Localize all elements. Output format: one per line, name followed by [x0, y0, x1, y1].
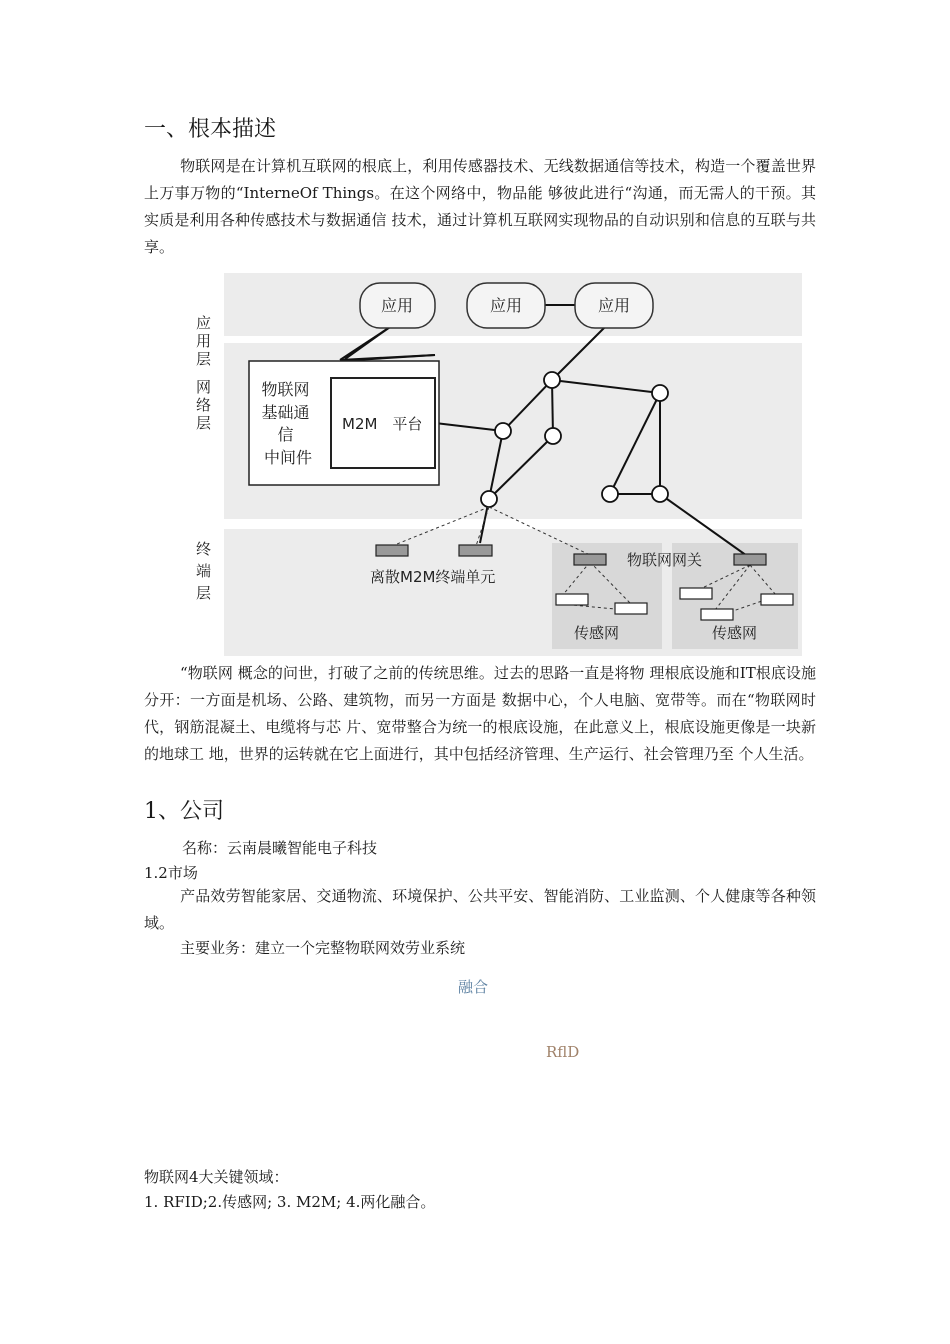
node — [481, 491, 497, 507]
sensor-node — [615, 603, 647, 614]
terminal-layer-label: 终端层 — [196, 540, 212, 602]
concept-paragraph-text: “物联网 概念的问世，打破了之前的传统思维。过去的思路一直是将物 理根底设施和IT根底设施分开：一方面是机场、公路、建筑物，而另一方面是 数据中心，个人电脑、宽带等。而在“物联网时代，钢筋混凝土、电缆将与芯 片、宽带整合为统一的根底设施，在此意义上，根底设施更像是一块新的地球工 地，世界的运转就在它上面进行，其中包括经济管理、生产运行、社会管理乃至 个人生活。 — [144, 664, 816, 763]
company-heading: 1、公司 — [144, 799, 224, 824]
middleware-line: 中间件 — [263, 448, 313, 467]
rfid-label: RflD — [546, 1043, 580, 1061]
node — [602, 486, 618, 502]
gateway-unit — [574, 554, 606, 565]
middleware-line: 基础通 — [261, 403, 310, 422]
market-paragraph-text: 产品效劳智能家居、交通物流、环境保护、公共平安、智能消防、工业监测、个人健康等各种领域。 — [144, 887, 816, 932]
intro-paragraph-text: 物联网是在计算机互联网的根底上，利用传感器技术、无线数据通信等技术，构造一个覆盖世界上万事万物的“InterneOf Things。在这个网络中，物品能 够彼此进行“沟通，而无需人的干预。其实质是利用各种传感技术与数据通信 技术，通过计算机互联网实现物品的自动识别和信息的互联与共享。 — [144, 157, 816, 256]
discrete-terminal — [376, 545, 408, 556]
sensor-node — [556, 594, 588, 605]
node — [544, 372, 560, 388]
node — [652, 486, 668, 502]
section-heading: 一、根本描述 — [144, 117, 277, 142]
node — [652, 385, 668, 401]
node — [495, 423, 511, 439]
iot-architecture-diagram — [190, 270, 810, 660]
app-box-3 — [575, 283, 653, 328]
intro-paragraph — [144, 153, 816, 261]
company-name: 名称：云南晨曦智能电子科技 — [182, 839, 378, 857]
discrete-terminal — [459, 545, 492, 556]
m2m-platform-label: M2M 平台 — [342, 415, 423, 433]
app-box-label: 应用 — [380, 296, 414, 315]
gateway-label: 物联网网关 — [627, 551, 703, 569]
middleware-line: 物联网 — [261, 380, 310, 399]
main-business: 主要业务：建立一个完整物联网效劳业系统 — [180, 939, 466, 957]
app-box-label: 应用 — [597, 296, 631, 315]
network-layer-label: 网络层 — [196, 378, 212, 432]
app-box-1 — [360, 283, 435, 328]
app-layer-label: 应用层 — [196, 314, 212, 368]
sensor-net-label-2: 传感网 — [712, 624, 758, 642]
sensor-node — [761, 594, 793, 605]
discrete-terminal-label: 离散M2M终端单元 — [370, 568, 496, 586]
sensor-net-label-1: 传感网 — [574, 624, 620, 642]
sensor-node — [680, 588, 712, 599]
middleware-line: 信 — [277, 425, 294, 444]
sensor-node — [701, 609, 733, 620]
concept-paragraph — [144, 660, 816, 768]
app-box-2 — [467, 283, 545, 328]
market-heading: 1.2市场 — [144, 864, 198, 882]
app-box-label: 应用 — [489, 296, 523, 315]
node — [545, 428, 561, 444]
key-areas-list: 1. RFID;2.传感网; 3. M2M; 4.两化融合。 — [144, 1193, 436, 1211]
fusion-label: 融合 — [458, 978, 489, 996]
gateway-unit — [734, 554, 766, 565]
market-paragraph — [144, 883, 816, 937]
key-areas-title: 物联网4大关键领域： — [144, 1168, 289, 1186]
